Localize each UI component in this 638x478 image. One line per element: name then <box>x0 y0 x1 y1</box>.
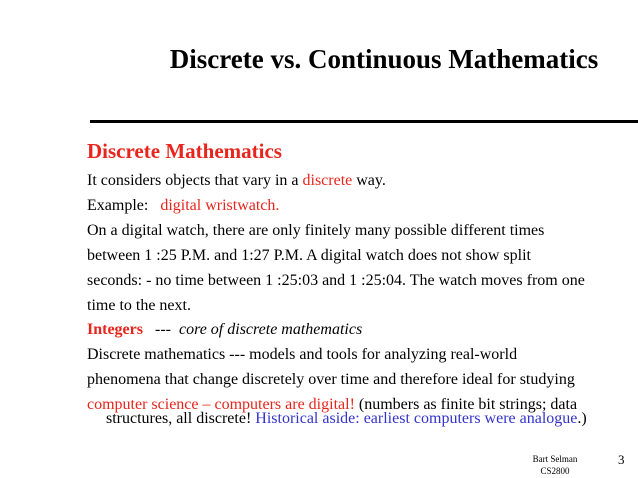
body-line-7 <box>87 321 362 339</box>
body-line-9: phenomena that change discretely over time and therefore ideal for studying <box>87 371 575 388</box>
body-line-2 <box>87 197 279 215</box>
body-line-1 <box>87 172 386 190</box>
highlight-discrete: discrete <box>302 172 353 189</box>
body-line-1-text-a: It considers objects that vary in a <box>87 172 303 189</box>
body-line-5: seconds: - no time between 1 :25:03 and 1 :25:04. The watch moves from one <box>87 272 585 289</box>
section-heading: Discrete Mathematics <box>87 139 282 163</box>
body-line-8: Discrete mathematics --- models and tools for analyzing real-world <box>87 346 518 363</box>
body-line-3: On a digital watch, there are only finitely many possible different times <box>87 222 545 239</box>
body-line-6: time to the next. <box>87 297 191 314</box>
body-line-11-text-a: structures, all discrete! <box>106 410 256 427</box>
slide-footer <box>528 453 582 477</box>
body-line-11 <box>106 410 587 428</box>
body-line-1-text-c: way. <box>352 172 386 189</box>
historical-aside: Historical aside: earliest computers were analogue <box>255 410 578 427</box>
slide-title: Discrete vs. Continuous Mathematics <box>169 44 599 74</box>
footer-author: Bart Selman <box>532 454 578 464</box>
highlight-computer-science: computer science – computers are digital! <box>87 396 355 413</box>
body-line-4: between 1 :25 P.M. and 1:27 P.M. A digital watch does not show split <box>87 247 531 264</box>
title-divider <box>90 120 638 123</box>
page-number: 3 <box>618 452 625 467</box>
example-label: Example: <box>87 197 161 214</box>
core-phrase: core of discrete mathematics <box>178 321 363 338</box>
footer-course: CS2800 <box>540 466 570 476</box>
highlight-integers: Integers <box>87 321 143 338</box>
highlight-wristwatch: digital wristwatch. <box>160 197 280 214</box>
dash-separator: --- <box>142 321 179 338</box>
body-line-10-text-b: (numbers as finite bit strings; data <box>354 396 578 413</box>
body-line-11-text-c: .) <box>577 410 587 427</box>
